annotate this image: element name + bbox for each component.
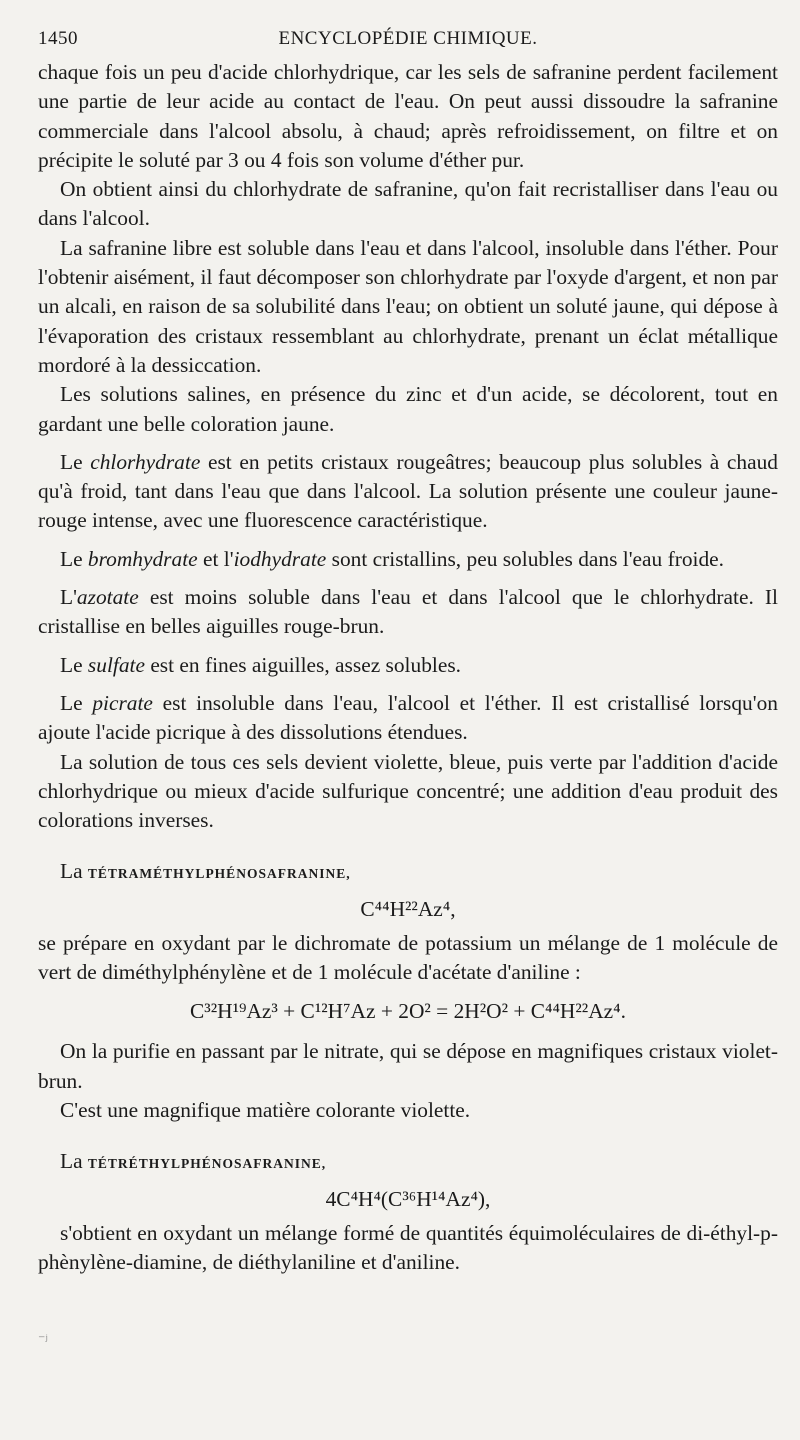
footer-mark: ⁻ʲ: [38, 1333, 48, 1349]
paragraph-chlorhydrate: [38, 448, 778, 536]
chemical-equation: C³²H¹⁹Az³ + C¹²H⁷Az + 2O² = 2H²O² + C⁴⁴H²²Az⁴.: [190, 999, 626, 1024]
paragraph: chaque fois un peu d'acide chlorhydrique, car les sels de safranine perdent facilement une partie de leur acide au contact de l'eau. On peut aussi dissoudre la safranine commerciale dans l'alcool absolu, à chaud; après refroidissement, on filtre et on précipite le soluté par 3 ou 4 fois son volume d'éther pur.: [38, 60, 778, 172]
text-run: est en petits cristaux rougeâtres; beaucoup plus solubles à chaud qu'à froid, tant dans l'eau que dans l'alcool. La solution présente une couleur jaune-rouge intense, avec une fluorescence caractéristique.: [38, 449, 778, 533]
text-run: est insoluble dans l'eau, l'alcool et l'éther. Il est cristallisé lorsqu'on ajoute l'acide picrique à des dissolutions étendues.: [38, 690, 778, 745]
paragraph: On obtient ainsi du chlorhydrate de safranine, qu'on fait recristalliser dans l'eau ou dans l'alcool.: [38, 177, 778, 231]
text-run: est moins soluble dans l'eau et dans l'alcool que le chlorhydrate. Il cristallise en belles aiguilles rouge-brun.: [38, 585, 778, 639]
italic-term: iodhydrate: [233, 546, 327, 571]
paragraph: Les solutions salines, en présence du zinc et d'un acide, se décolorent, tout en gardant une belle coloration jaune.: [38, 382, 778, 436]
paragraph-picrate: [38, 689, 778, 748]
paragraph: On la purifie en passant par le nitrate, qui se dépose en magnifiques cristaux violet-brun.: [38, 1039, 778, 1093]
paragraph: La safranine libre est soluble dans l'eau et dans l'alcool, insoluble dans l'éther. Pour l'obtenir aisément, il faut décomposer son chlorhydrate par l'oxyde d'argent, et non par un alcali, en raison de sa solubilité dans l'eau; on obtient un soluté jaune, qui dépose à l'évaporation des cristaux ressemblant au chlorhydrate, prenant un éclat métallique mordoré à la dessiccation.: [38, 235, 778, 377]
paragraph: s'obtient en oxydant un mélange formé de quantités équimoléculaires de di-éthyl-p-phènylène-diamine, de diéthylaniline et d'aniline.: [38, 1220, 778, 1274]
section-heading: [38, 1147, 778, 1178]
running-title: ENCYCLOPÉDIE CHIMIQUE.: [278, 28, 538, 49]
text-run: sont cristallins, peu solubles dans l'eau froide.: [326, 546, 725, 571]
paragraph: La solution de tous ces sels devient violette, bleue, puis verte par l'addition d'acide chlorhydrique ou mieux d'acide sulfurique concentré; une addition d'eau produit des colorations inverses.: [38, 749, 778, 833]
paragraph-azotate: [38, 583, 778, 642]
document-page: [38, 28, 778, 1349]
paragraph: C'est une magnifique matière colorante violette.: [60, 1097, 471, 1122]
heading-compound-name: TÉTRAMÉTHYLPHÉNOSAFRANINE,: [87, 866, 351, 882]
italic-term: sulfate: [87, 652, 145, 677]
text-run: est en fines aiguilles, assez solubles.: [144, 652, 462, 677]
heading-prefix: La: [60, 859, 88, 884]
text-run: L': [60, 585, 77, 610]
chemical-formula: C⁴⁴H²²Az⁴,: [360, 896, 456, 921]
chemical-formula: 4C⁴H⁴(C³⁶H¹⁴Az⁴),: [325, 1186, 491, 1211]
section-heading: [38, 857, 778, 888]
italic-term: chlorhydrate: [90, 449, 201, 474]
paragraph-sulfate: [38, 651, 778, 680]
heading-compound-name: TÉTRÉTHYLPHÉNOSAFRANINE,: [87, 1156, 327, 1172]
text-run: et: [197, 546, 224, 571]
paragraph: se prépare en oxydant par le dichromate de potassium un mélange de 1 molécule de vert de diméthylphénylène et de 1 molécule d'acétate d'aniline :: [38, 930, 778, 985]
page-number: 1450: [38, 28, 78, 49]
italic-term: picrate: [92, 690, 153, 715]
text-run: l': [223, 546, 234, 571]
text-run: Le: [60, 652, 88, 677]
text-run: Le: [60, 690, 93, 715]
page-header: [38, 28, 778, 58]
italic-term: bromhydrate: [87, 546, 198, 571]
text-run: Le: [60, 546, 88, 571]
paragraph-bromhydrate: [38, 545, 778, 574]
italic-term: azotate: [76, 585, 139, 610]
text-run: Le: [60, 449, 91, 474]
heading-prefix: La: [60, 1149, 88, 1174]
